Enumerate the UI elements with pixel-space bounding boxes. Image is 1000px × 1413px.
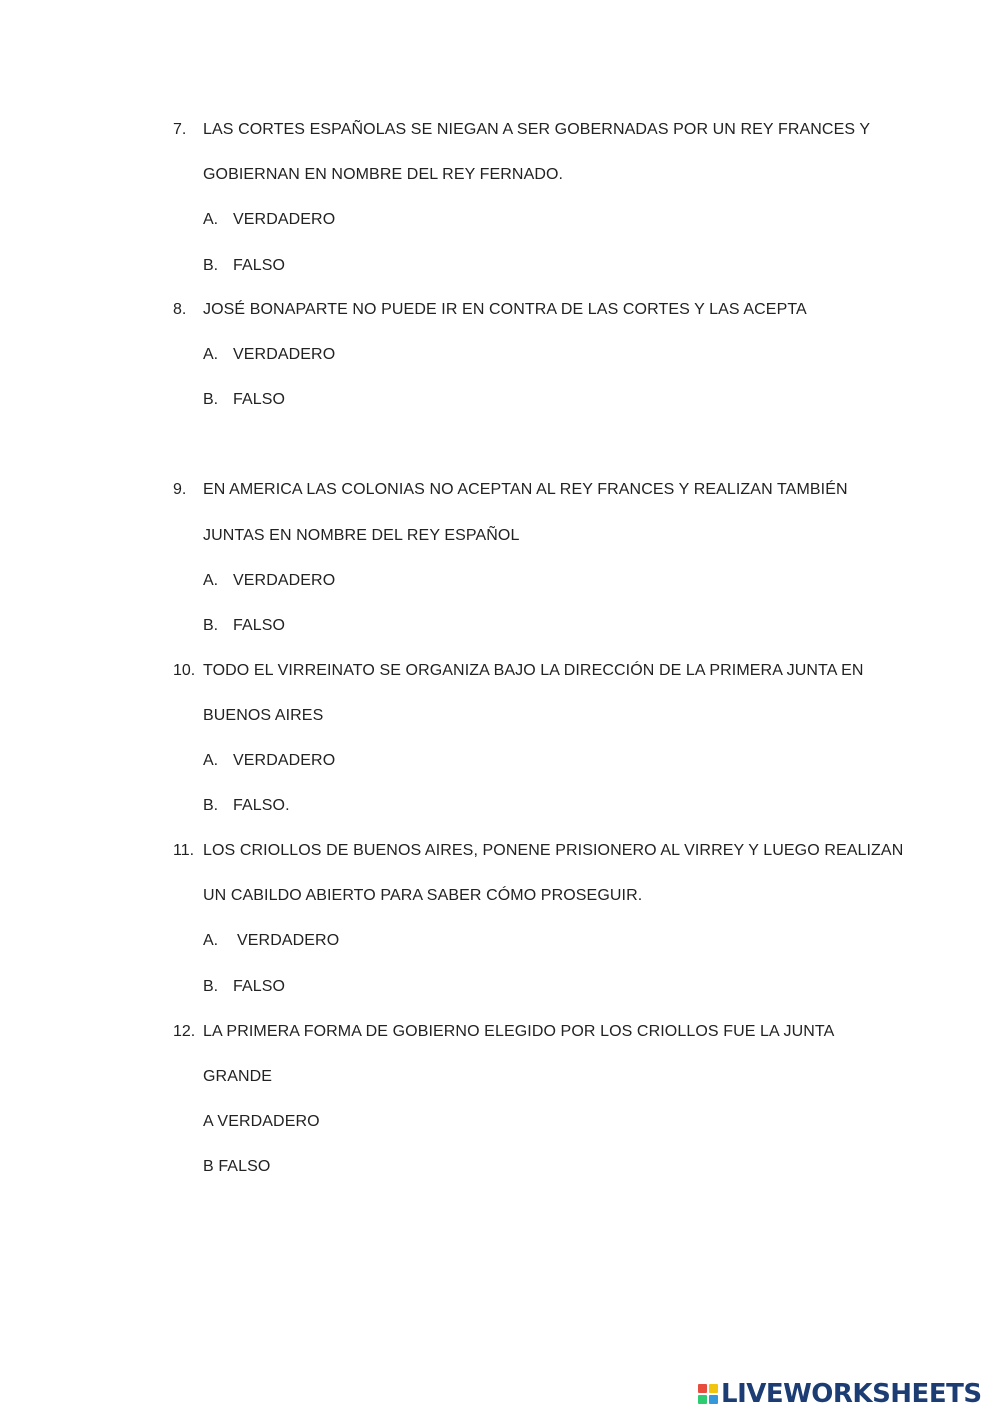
question-text-line: GRANDE bbox=[203, 1068, 273, 1085]
question-number: 12. bbox=[173, 1023, 196, 1040]
question-text-line: LAS CORTES ESPAÑOLAS SE NIEGAN A SER GOBERNADAS POR UN REY FRANCES Y bbox=[203, 121, 871, 138]
logo-mark-icon bbox=[698, 1384, 718, 1404]
option-letter: A. bbox=[203, 752, 219, 769]
option-text: VERDADERO bbox=[233, 572, 336, 589]
option-letter: A. bbox=[203, 211, 219, 228]
option-letter: B. bbox=[203, 391, 219, 408]
question-text-line: UN CABILDO ABIERTO PARA SABER CÓMO PROSEGUIR. bbox=[203, 887, 643, 904]
logo-mark-cell bbox=[709, 1384, 718, 1393]
option-text: VERDADERO bbox=[233, 752, 336, 769]
option-text: FALSO bbox=[233, 257, 286, 274]
question-text-line: TODO EL VIRREINATO SE ORGANIZA BAJO LA DIRECCIÓN DE LA PRIMERA JUNTA EN bbox=[203, 662, 864, 679]
option-letter: B. bbox=[203, 797, 219, 814]
logo-text: LIVEWORKSHEETS bbox=[721, 1379, 982, 1409]
question-text-line: GOBIERNAN EN NOMBRE DEL REY FERNADO. bbox=[203, 166, 564, 183]
question-text-line: EN AMERICA LAS COLONIAS NO ACEPTAN AL REY FRANCES Y REALIZAN TAMBIÉN bbox=[203, 481, 848, 498]
option-text: VERDADERO bbox=[233, 211, 336, 228]
question-number: 7. bbox=[173, 121, 187, 138]
liveworksheets-logo bbox=[698, 1378, 982, 1410]
option-text: VERDADERO bbox=[233, 346, 336, 363]
option-letter: A. bbox=[203, 932, 219, 949]
question-number: 10. bbox=[173, 662, 196, 679]
question-number: 11. bbox=[173, 842, 195, 859]
option-text: VERDADERO bbox=[237, 932, 340, 949]
option-letter: A. bbox=[203, 346, 219, 363]
option-a[interactable]: A VERDADERO bbox=[203, 1113, 320, 1130]
question-number: 9. bbox=[173, 481, 187, 498]
logo-mark-cell bbox=[698, 1395, 707, 1404]
question-text-line: LA PRIMERA FORMA DE GOBIERNO ELEGIDO POR LOS CRIOLLOS FUE LA JUNTA bbox=[203, 1023, 835, 1040]
option-text: FALSO bbox=[233, 617, 286, 634]
option-letter: B. bbox=[203, 257, 219, 274]
option-letter: B. bbox=[203, 978, 219, 995]
question-text-line: BUENOS AIRES bbox=[203, 707, 324, 724]
logo-mark-cell bbox=[709, 1395, 718, 1404]
option-text: FALSO bbox=[233, 978, 286, 995]
option-text: FALSO. bbox=[233, 797, 290, 814]
question-text-line: JOSÉ BONAPARTE NO PUEDE IR EN CONTRA DE LAS CORTES Y LAS ACEPTA bbox=[203, 301, 807, 318]
question-text-line: JUNTAS EN NOMBRE DEL REY ESPAÑOL bbox=[203, 527, 520, 544]
option-letter: A. bbox=[203, 572, 219, 589]
option-text: FALSO bbox=[233, 391, 286, 408]
logo-mark-cell bbox=[698, 1384, 707, 1393]
option-b[interactable]: B FALSO bbox=[203, 1158, 271, 1175]
option-letter: B. bbox=[203, 617, 219, 634]
question-text-line: LOS CRIOLLOS DE BUENOS AIRES, PONENE PRISIONERO AL VIRREY Y LUEGO REALIZAN bbox=[203, 842, 904, 859]
question-number: 8. bbox=[173, 301, 187, 318]
